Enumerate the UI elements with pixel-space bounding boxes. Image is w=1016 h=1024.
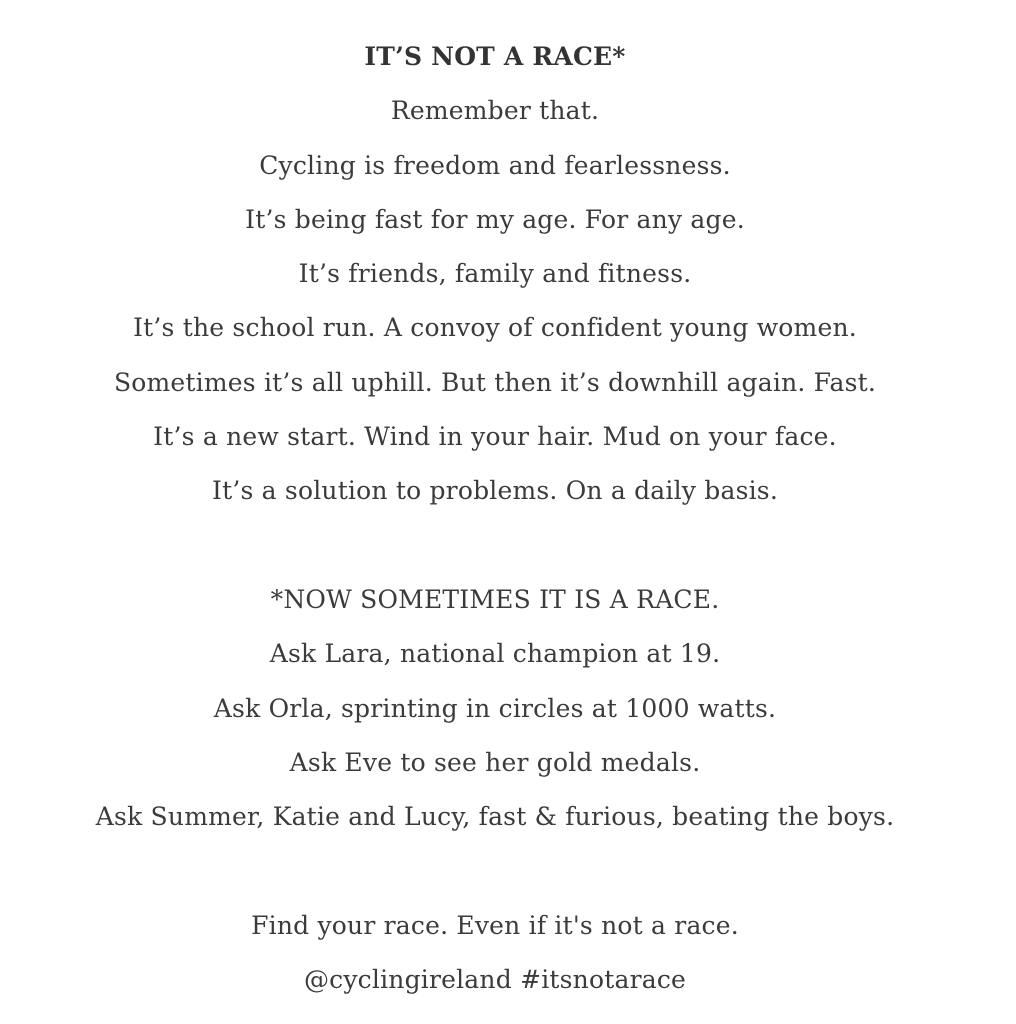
poem-line: It’s a new start. Wind in your hair. Mud on your face. [153,422,837,452]
poem-line: It’s a solution to problems. On a daily basis. [212,476,778,506]
stanza-one [0,84,990,518]
stanza-two [0,573,990,844]
stanza-gap [0,519,990,573]
closing-line: Find your race. Even if it's not a race. [251,910,739,940]
poem-line: Ask Summer, Katie and Lucy, fast & furious, beating the boys. [95,802,895,832]
poem-line: Ask Orla, sprinting in circles at 1000 watts. [213,693,777,723]
stanza-gap [0,844,990,898]
poem-title: IT’S NOT A RACE* [364,42,626,71]
poem-line: It’s being fast for my age. For any age. [245,204,745,234]
poem-line: Cycling is freedom and fearlessness. [259,150,731,180]
poem-line: Remember that. [390,96,600,126]
poem-line: It’s the school run. A convoy of confident young women. [133,313,857,343]
stanza-two-heading: *NOW SOMETIMES IT IS A RACE. [270,584,720,614]
poem-line: Sometimes it’s all uphill. But then it’s downhill again. Fast. [113,367,877,397]
hashtag-line: @cyclingireland #itsnotarace [303,965,687,995]
closing-stanza [0,899,990,1008]
poem-line: Ask Lara, national champion at 19. [269,639,721,669]
poem-line: It’s friends, family and fitness. [298,259,692,289]
poem-line: Ask Eve to see her gold medals. [289,747,701,777]
